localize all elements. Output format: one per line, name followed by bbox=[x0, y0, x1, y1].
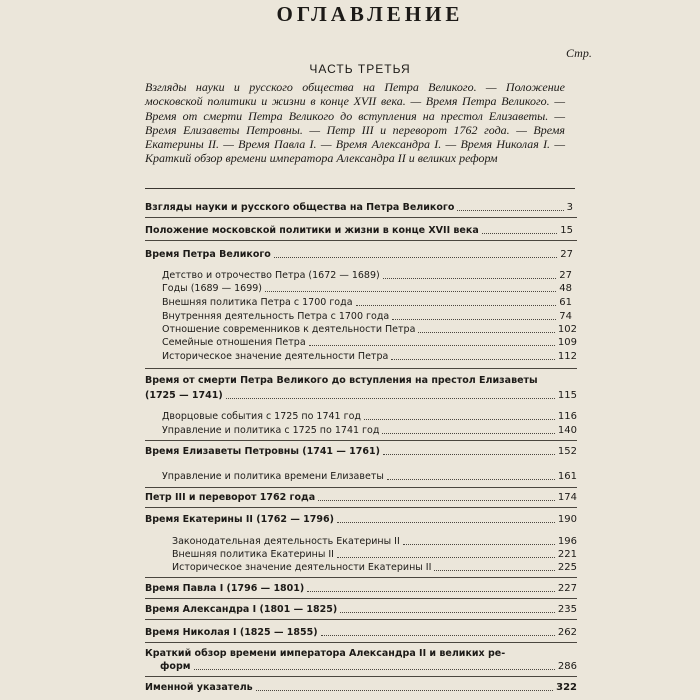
toc-divider bbox=[145, 507, 577, 508]
toc-entry-page: 27 bbox=[560, 249, 573, 260]
toc-entry-label: Годы (1689 — 1699) bbox=[162, 283, 263, 294]
toc-entry-page: 27 bbox=[559, 270, 572, 281]
toc-entry-page: 109 bbox=[557, 337, 577, 348]
toc-entry bbox=[162, 410, 577, 423]
toc-entry-label: Отношение современников к деятельности Петра bbox=[162, 324, 416, 335]
toc-entry-label: Управление и политика времени Елизаветы bbox=[162, 471, 384, 482]
toc-entry-label: Время Александра I (1801 — 1825) bbox=[145, 604, 338, 615]
toc-entry-label: Историческое значение деятельности Петра bbox=[162, 351, 389, 362]
toc-divider bbox=[145, 440, 577, 441]
toc-entry-page: 61 bbox=[559, 297, 572, 308]
toc-entry-label: Семейные отношения Петра bbox=[162, 337, 306, 348]
toc-entry bbox=[145, 224, 573, 237]
toc-entry-label: (1725 — 1741) bbox=[145, 390, 223, 401]
toc-entry-page: 221 bbox=[557, 549, 577, 560]
toc-entry-label: Законодательная деятельность Екатерины II bbox=[172, 536, 400, 547]
toc-divider bbox=[145, 676, 577, 677]
toc-entry-label: Время Павла I (1796 — 1801) bbox=[145, 583, 305, 594]
toc-entry-label: Детство и отрочество Петра (1672 — 1689) bbox=[162, 270, 380, 281]
toc-divider bbox=[145, 598, 577, 599]
toc-entry-page: 15 bbox=[560, 225, 573, 236]
toc-entry bbox=[162, 269, 572, 282]
toc-entry-label: Внешняя политика Екатерины II bbox=[172, 549, 334, 560]
toc-entry bbox=[145, 389, 577, 402]
toc-entry-page: 196 bbox=[557, 536, 577, 547]
toc-entry-label: Дворцовые события с 1725 по 1741 год bbox=[162, 411, 361, 422]
toc-entry-page: 227 bbox=[557, 583, 577, 594]
toc-entry bbox=[145, 513, 577, 526]
toc-entry bbox=[160, 660, 577, 673]
page-title: ОГЛАВЛЕНИЕ bbox=[276, 2, 464, 26]
toc-entry-label: форм bbox=[160, 661, 191, 672]
toc-entry-page: 190 bbox=[557, 514, 577, 525]
toc-entry-label: Взгляды науки и русского общества на Петра Великого bbox=[145, 202, 455, 213]
toc-entry-page: 102 bbox=[557, 324, 577, 335]
toc-entry bbox=[145, 603, 577, 616]
toc-entry-page: 174 bbox=[557, 492, 577, 503]
toc-entry bbox=[145, 582, 577, 595]
toc-entry-label-line1: Время от смерти Петра Великого до вступления на престол Елизаветы bbox=[145, 375, 538, 386]
toc-entry-label: Именной указатель bbox=[145, 682, 253, 693]
toc-entry bbox=[162, 323, 577, 336]
toc-entry-label: Историческое значение деятельности Екатерины II bbox=[172, 562, 432, 573]
toc-entry bbox=[162, 424, 577, 437]
toc-entry-label-line1: Краткий обзор времени императора Александра II и великих ре- bbox=[145, 648, 506, 659]
toc-entry bbox=[172, 561, 577, 574]
toc-entry-page: 74 bbox=[559, 311, 572, 322]
toc-divider bbox=[145, 619, 577, 620]
toc-divider bbox=[145, 368, 577, 369]
part-title: ЧАСТЬ ТРЕТЬЯ bbox=[309, 62, 411, 76]
toc-entry bbox=[162, 296, 572, 309]
toc-entry-label: Управление и политика с 1725 по 1741 год bbox=[162, 425, 380, 436]
toc-entry-page: 286 bbox=[557, 661, 577, 672]
toc-entry bbox=[145, 248, 573, 261]
toc-entry-label: Время Петра Великого bbox=[145, 249, 271, 260]
toc-entry-page: 115 bbox=[557, 390, 577, 401]
toc-entry bbox=[162, 336, 577, 349]
toc-entry-label: Время Елизаветы Петровны (1741 — 1761) bbox=[145, 446, 380, 457]
toc-entry bbox=[145, 201, 573, 214]
toc-entry bbox=[162, 350, 577, 363]
toc-entry bbox=[172, 535, 577, 548]
toc-divider bbox=[145, 487, 577, 488]
toc-entry-page: 235 bbox=[557, 604, 577, 615]
page-column-label: Стр. bbox=[566, 46, 592, 60]
toc-entry-page: 152 bbox=[557, 446, 577, 457]
toc-divider bbox=[145, 577, 577, 578]
toc-entry bbox=[145, 626, 577, 639]
toc-entry-label: Внешняя политика Петра с 1700 года bbox=[162, 297, 353, 308]
toc-entry bbox=[145, 445, 577, 458]
toc-entry-page: 322 bbox=[556, 682, 577, 693]
toc-entry-page: 116 bbox=[557, 411, 577, 422]
toc-entry-label: Время Николая I (1825 — 1855) bbox=[145, 627, 318, 638]
toc-entry-label: Время Екатерины II (1762 — 1796) bbox=[145, 514, 334, 525]
toc-entry-page: 225 bbox=[557, 562, 577, 573]
toc-entry bbox=[145, 681, 577, 694]
toc-entry-label: Положение московской политики и жизни в конце XVII века bbox=[145, 225, 479, 236]
toc-divider bbox=[145, 217, 577, 218]
toc-entry-page: 3 bbox=[566, 202, 573, 213]
toc-entry bbox=[145, 491, 577, 504]
toc-entry-page: 48 bbox=[559, 283, 572, 294]
toc-entry-page: 262 bbox=[557, 627, 577, 638]
toc-entry-page: 112 bbox=[557, 351, 577, 362]
toc-entry-page: 161 bbox=[557, 471, 577, 482]
toc-entry-label: Внутренняя деятельность Петра с 1700 года bbox=[162, 311, 390, 322]
toc-divider bbox=[145, 642, 577, 643]
toc-entry bbox=[172, 548, 577, 561]
part-summary: Взгляды науки и русского общества на Петра Великого. — Положение московской политики и жизни в конце XVII века. — Время Петра Великого. — Время от смерти Петра Великого до вступления на престол Елизаветы. — Время Елизаветы Петровны. — Петр III и переворот 1762 года. — Время Екатерины II. — Время Павла I. — Время Александра I. — Время Николая I. — Краткий обзор времени императора Александра II и великих реформ bbox=[145, 80, 565, 166]
toc-entry bbox=[162, 282, 572, 295]
toc-entry-label: Петр III и переворот 1762 года bbox=[145, 492, 316, 503]
toc-divider bbox=[145, 240, 577, 241]
toc-entry bbox=[162, 470, 577, 483]
toc-entry bbox=[162, 310, 572, 323]
toc-entry-page: 140 bbox=[557, 425, 577, 436]
